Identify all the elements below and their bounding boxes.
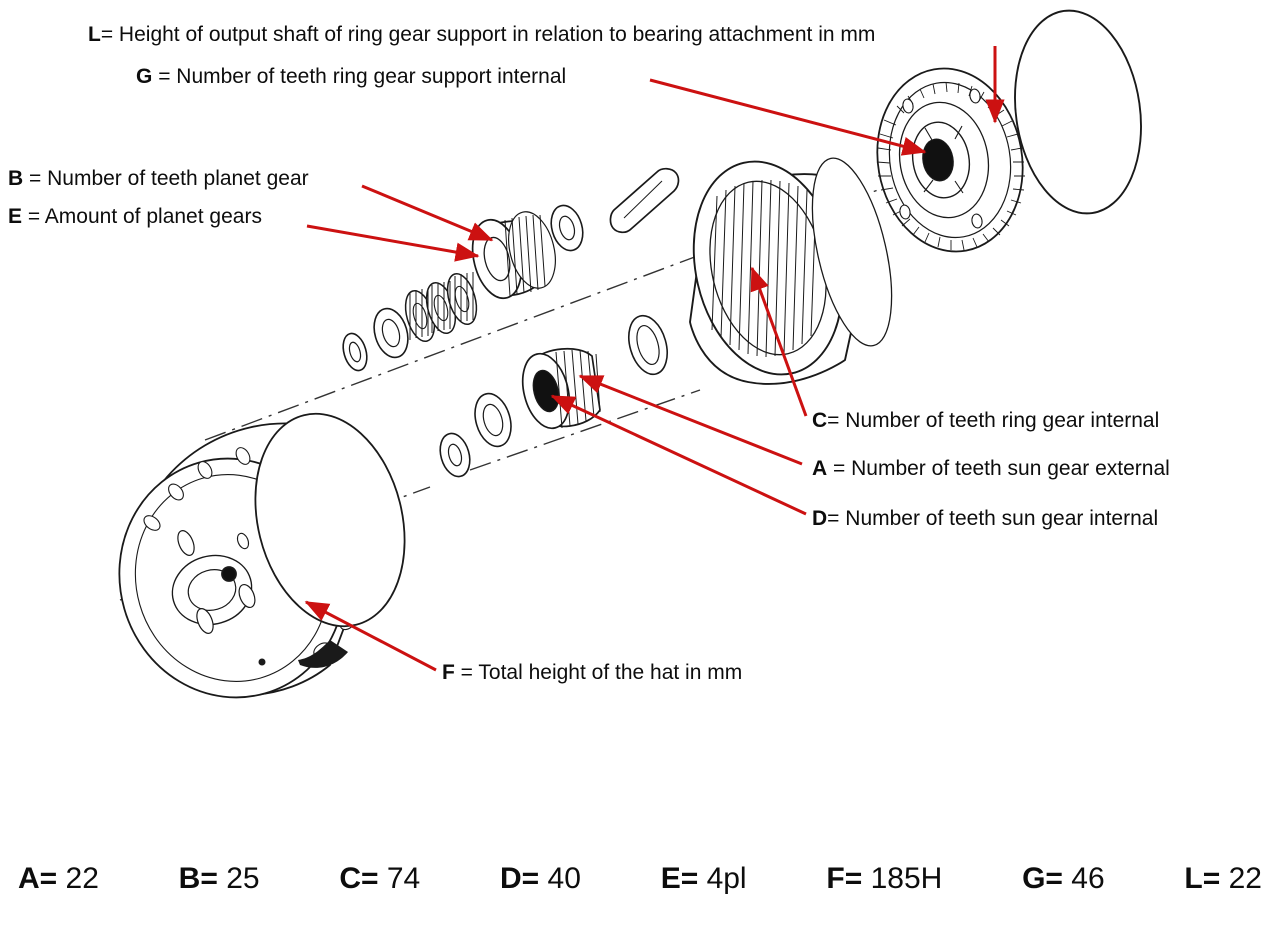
- arrow-B: [362, 186, 492, 240]
- callout-C-text: Number of teeth ring gear internal: [839, 409, 1160, 432]
- legend-E-value: 4pl: [706, 862, 747, 895]
- legend-item-A: [18, 862, 99, 896]
- arrow-E: [307, 226, 478, 256]
- legend-G-key: G=: [1022, 862, 1063, 895]
- callout-E: [8, 204, 262, 229]
- legend-item-E: [661, 862, 747, 896]
- callout-L-text: Height of output shaft of ring gear support in relation to bearing attachment in mm: [113, 23, 876, 46]
- legend-item-D: [500, 862, 581, 896]
- legend-E-key: E=: [660, 862, 699, 895]
- legend-A-value: 22: [65, 862, 99, 895]
- callout-D-key: D: [812, 507, 828, 530]
- callout-E-sep: =: [27, 205, 41, 228]
- callout-L-sep: =: [100, 23, 114, 46]
- legend-C-key: C=: [339, 862, 379, 895]
- callout-E-key: E: [8, 205, 23, 228]
- callout-D: [812, 506, 1158, 531]
- planet-gear: [465, 207, 563, 304]
- legend-item-B: [179, 862, 260, 896]
- legend-C-value: 74: [386, 862, 421, 895]
- legend-B-value: 25: [226, 862, 260, 895]
- callout-F-key: F: [442, 661, 455, 684]
- legend-item-L: [1184, 862, 1262, 896]
- legend-L-key: L=: [1184, 862, 1221, 895]
- callout-B-text: Number of teeth planet gear: [41, 167, 309, 190]
- callout-C-sep: =: [827, 409, 840, 432]
- callout-A-text: Number of teeth sun gear external: [845, 457, 1170, 480]
- callout-C-key: C: [812, 409, 828, 432]
- callout-G-sep: =: [158, 65, 171, 88]
- bearings-stack: [400, 270, 481, 344]
- legend-item-G: [1022, 862, 1105, 896]
- legend-item-C: [339, 862, 420, 896]
- legend-F-value: 185H: [870, 862, 943, 895]
- callout-L-key: L: [88, 23, 101, 46]
- sun-gear: [515, 349, 600, 433]
- callout-D-text: Number of teeth sun gear internal: [839, 507, 1159, 530]
- callout-A-key: A: [812, 457, 828, 480]
- callout-B: [8, 166, 309, 191]
- legend-D-value: 40: [547, 862, 581, 895]
- callout-D-sep: =: [827, 507, 840, 530]
- callout-G-text: Number of teeth ring gear support internal: [170, 65, 567, 88]
- arrow-A: [580, 376, 802, 464]
- callout-B-key: B: [8, 167, 24, 190]
- callout-G: [136, 64, 566, 89]
- callout-A: [812, 456, 1170, 481]
- parameter-legend: [0, 862, 1280, 896]
- callout-F: [442, 660, 742, 685]
- legend-B-key: B=: [178, 862, 218, 895]
- legend-item-F: [826, 862, 942, 896]
- callout-B-sep: =: [29, 167, 42, 190]
- shaft-pin: [610, 169, 678, 233]
- callout-F-sep: =: [460, 661, 473, 684]
- legend-A-key: A=: [18, 862, 58, 895]
- callout-C: [812, 408, 1159, 433]
- legend-G-value: 46: [1071, 862, 1105, 895]
- callout-G-key: G: [136, 65, 153, 88]
- end-cover-disc: [1002, 2, 1153, 221]
- callout-E-text: Amount of planet gears: [40, 205, 262, 228]
- callout-A-sep: =: [833, 457, 846, 480]
- callout-F-text: Total height of the hat in mm: [472, 661, 743, 684]
- ring-gear-support-flange: [863, 57, 1037, 263]
- legend-D-key: D=: [500, 862, 540, 895]
- ring-gear: [674, 147, 907, 390]
- legend-L-value: 22: [1228, 862, 1262, 895]
- legend-F-key: F=: [826, 862, 863, 895]
- callout-L: [88, 22, 875, 47]
